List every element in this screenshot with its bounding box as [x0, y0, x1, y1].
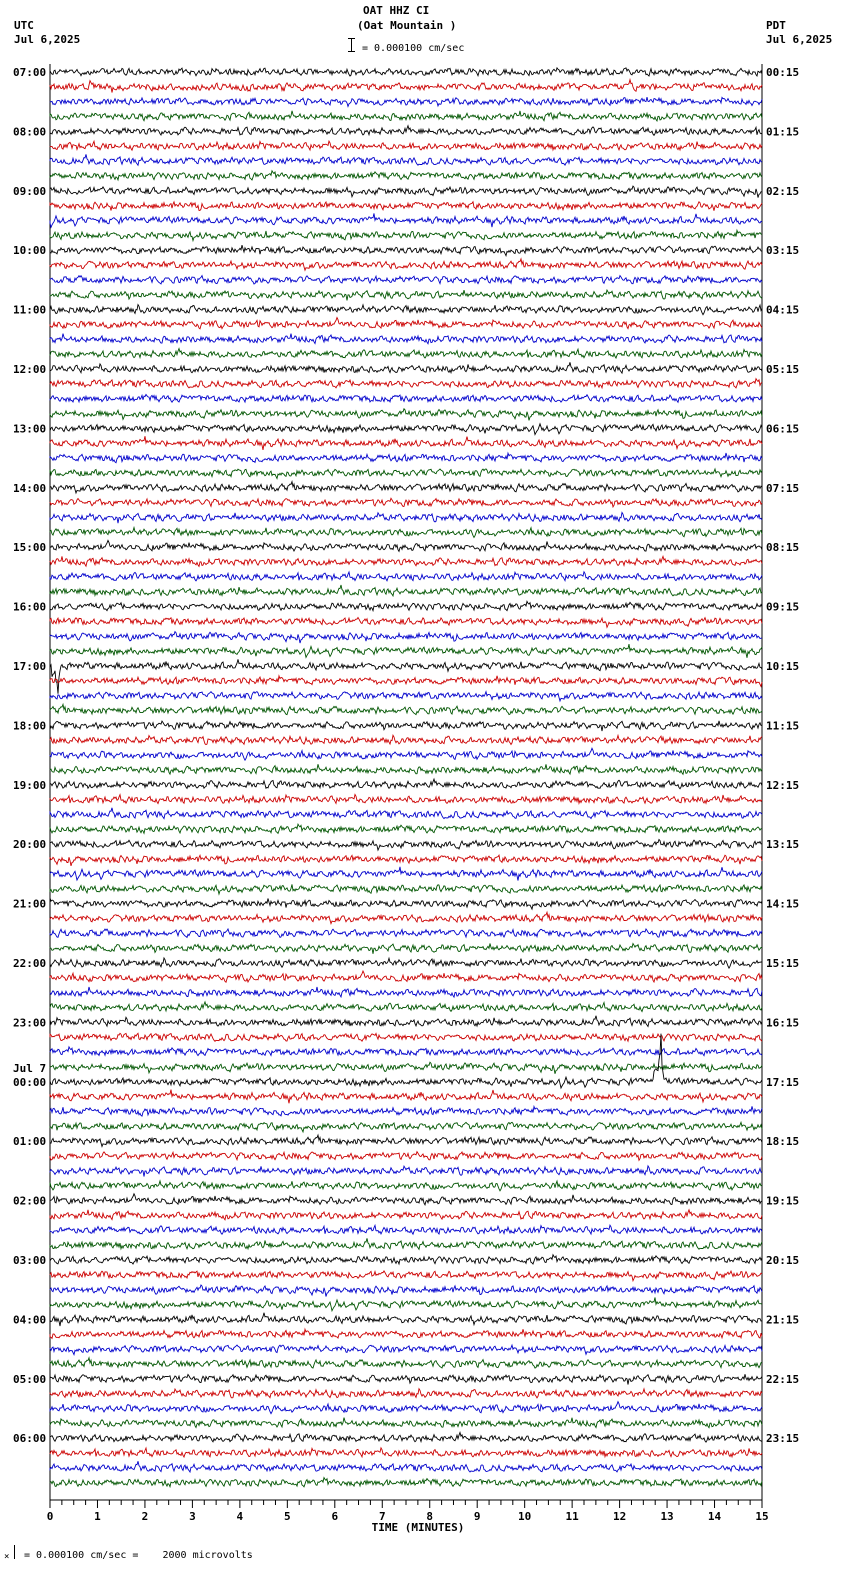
x-tick-label: 7 [378, 1510, 386, 1523]
seismic-trace [50, 1016, 762, 1027]
x-tick-label: 13 [660, 1510, 674, 1523]
utc-hour-label: 21:00 [13, 897, 47, 911]
seismic-trace [50, 1345, 762, 1355]
seismic-trace [50, 1033, 762, 1041]
seismic-trace [50, 1358, 762, 1368]
seismic-trace [50, 171, 762, 180]
utc-hour-label: 20:00 [13, 838, 47, 852]
pdt-hour-label: 04:15 [766, 303, 800, 317]
pdt-hour-label: 18:15 [766, 1135, 800, 1149]
pdt-hour-label: 14:15 [766, 897, 800, 911]
x-tick-label: 6 [331, 1510, 339, 1523]
x-axis-title: TIME (MINUTES) [371, 1521, 465, 1534]
seismic-trace [50, 97, 762, 106]
pdt-hour-label: 16:15 [766, 1016, 800, 1030]
x-tick-label: 11 [565, 1510, 579, 1523]
pdt-hour-label: 12:15 [766, 778, 800, 792]
seismic-trace [50, 1285, 762, 1297]
seismic-trace [50, 1329, 762, 1338]
seismic-trace [50, 513, 762, 524]
seismic-trace [50, 245, 762, 256]
seismic-trace [50, 795, 762, 804]
x-tick-label: 9 [473, 1510, 481, 1523]
utc-hour-label: 05:00 [13, 1372, 47, 1386]
footer-scale-label: = 0.000100 cm/sec = 2000 microvolts [24, 1550, 253, 1561]
seismic-trace [50, 644, 762, 658]
seismic-trace [50, 1478, 762, 1487]
utc-hour-label: 01:00 [13, 1135, 47, 1149]
date-change-label: Jul 7 [13, 1061, 47, 1075]
x-tick-label: 10 [518, 1510, 532, 1523]
seismic-trace [50, 395, 762, 403]
seismic-trace [50, 1298, 762, 1311]
seismic-trace [50, 748, 762, 760]
seismic-trace [50, 1062, 762, 1074]
seismic-trace [50, 808, 762, 819]
pdt-date-label: Jul 6,2025 [766, 33, 833, 46]
utc-hour-label: 03:00 [13, 1254, 47, 1267]
seismic-trace [50, 721, 762, 731]
seismic-trace [50, 259, 762, 270]
utc-hour-label: 00:00 [13, 1075, 47, 1089]
seismic-trace [50, 1418, 762, 1428]
x-tick-label: 3 [189, 1510, 196, 1523]
seismic-trace [50, 1034, 762, 1088]
utc-hour-label: 18:00 [13, 719, 47, 733]
seismic-trace [50, 318, 762, 329]
station-title: OAT HHZ CI [363, 4, 430, 17]
utc-hour-label: 11:00 [13, 303, 47, 317]
pdt-hour-label: 19:15 [766, 1194, 800, 1208]
utc-hour-label: 12:00 [13, 363, 47, 376]
pdt-hour-label: 03:15 [766, 244, 800, 258]
seismic-trace [50, 1374, 762, 1384]
utc-hour-label: 17:00 [13, 660, 47, 673]
utc-hour-label: 04:00 [13, 1313, 47, 1327]
x-tick-label: 0 [46, 1510, 54, 1523]
seismic-trace [50, 1271, 762, 1281]
utc-tz-label: UTC [14, 19, 34, 32]
pdt-hour-label: 11:15 [766, 719, 800, 733]
footer-scale-bar-icon [14, 1545, 15, 1559]
seismic-trace [50, 202, 762, 211]
seismic-trace [50, 1225, 762, 1234]
seismic-trace [50, 764, 762, 774]
seismic-trace [50, 1448, 762, 1457]
seismic-trace [50, 528, 762, 538]
utc-hour-label: 23:00 [13, 1016, 47, 1030]
seismic-trace [50, 436, 762, 450]
utc-hour-label: 06:00 [13, 1432, 47, 1446]
pdt-hour-label: 05:15 [766, 363, 800, 376]
seismic-trace [50, 958, 762, 968]
pdt-hour-label: 15:15 [766, 957, 800, 970]
seismic-trace [50, 632, 762, 644]
seismic-trace [50, 987, 762, 997]
x-tick-label: 1 [94, 1510, 101, 1523]
pdt-hour-label: 17:15 [766, 1075, 800, 1089]
seismic-trace [50, 912, 762, 923]
seismic-trace [50, 362, 762, 373]
seismic-trace [50, 305, 762, 315]
x-tick-label: 2 [141, 1510, 149, 1523]
seismic-trace [50, 379, 762, 388]
seismic-trace [50, 1389, 762, 1398]
x-tick-label: 14 [707, 1510, 722, 1523]
seismic-trace [50, 659, 762, 693]
seismic-trace [50, 469, 762, 479]
seismic-trace [50, 1402, 762, 1414]
seismic-trace [50, 1238, 762, 1249]
seismic-trace [50, 1106, 762, 1116]
seismic-trace [50, 1181, 762, 1191]
seismic-trace [50, 884, 762, 894]
seismic-trace [50, 111, 762, 121]
pdt-hour-label: 02:15 [766, 184, 800, 198]
seismic-trace [50, 1166, 762, 1177]
seismic-trace [50, 540, 762, 551]
seismic-trace [50, 290, 762, 300]
pdt-hour-label: 01:15 [766, 125, 800, 139]
seismic-trace [50, 482, 762, 493]
seismic-trace [50, 1090, 762, 1104]
seismic-trace [50, 1194, 762, 1205]
seismic-trace [50, 141, 762, 150]
seismic-trace [50, 944, 762, 954]
seismic-trace [50, 349, 762, 359]
seismic-trace [50, 80, 762, 93]
pdt-hour-label: 09:15 [766, 600, 800, 614]
seismic-trace [50, 1313, 762, 1326]
seismic-trace [50, 1002, 762, 1012]
x-tick-label: 4 [236, 1510, 244, 1523]
x-tick-label: 8 [426, 1510, 434, 1523]
seismic-trace [50, 409, 762, 421]
pdt-hour-label: 08:15 [766, 541, 800, 555]
seismic-trace [50, 126, 762, 136]
pdt-hour-label: 21:15 [766, 1313, 800, 1327]
seismic-trace [50, 867, 762, 881]
x-tick-label: 12 [612, 1510, 627, 1523]
seismic-trace [50, 735, 762, 744]
seismic-trace [50, 1255, 762, 1264]
seismic-trace [50, 824, 762, 833]
pdt-hour-label: 00:15 [766, 66, 800, 79]
x-tick-label: 15 [755, 1510, 769, 1523]
seismic-trace [50, 971, 762, 982]
location-title: (Oat Mountain ) [357, 19, 457, 32]
seismic-trace [50, 898, 762, 909]
pdt-hour-label: 13:15 [766, 838, 800, 852]
seismic-trace [50, 276, 762, 284]
utc-hour-label: 02:00 [13, 1194, 47, 1208]
utc-hour-label: 07:00 [13, 66, 47, 79]
seismic-trace [50, 572, 762, 581]
seismic-trace [50, 704, 762, 714]
scale-label: = 0.000100 cm/sec [362, 43, 465, 54]
pdt-hour-label: 10:15 [766, 660, 800, 673]
pdt-hour-label: 07:15 [766, 481, 800, 495]
seismic-trace [50, 585, 762, 596]
pdt-hour-label: 20:15 [766, 1254, 800, 1267]
seismic-trace [50, 213, 762, 227]
pdt-tz-label: PDT [766, 19, 786, 32]
pdt-hour-label: 22:15 [766, 1372, 800, 1386]
seismic-trace [50, 68, 762, 76]
seismic-trace [50, 334, 762, 344]
seismic-trace [50, 1152, 762, 1161]
utc-hour-label: 13:00 [13, 422, 47, 436]
seismic-trace [50, 1047, 762, 1056]
utc-hour-label: 16:00 [13, 600, 47, 614]
utc-hour-label: 08:00 [13, 125, 47, 139]
x-tick-label: 5 [284, 1510, 291, 1523]
seismic-trace [50, 1122, 762, 1132]
seismic-trace [50, 1461, 762, 1472]
utc-hour-label: 09:00 [13, 184, 47, 198]
seismic-trace [50, 779, 762, 789]
seismic-trace [50, 453, 762, 463]
seismic-trace [50, 154, 762, 165]
utc-hour-label: 10:00 [13, 244, 47, 258]
seismic-trace [50, 1135, 762, 1146]
utc-hour-label: 15:00 [13, 541, 47, 555]
seismic-trace [50, 424, 762, 435]
seismic-trace [50, 1210, 762, 1220]
utc-hour-label: 14:00 [13, 481, 47, 495]
seismic-trace [50, 929, 762, 937]
seismic-trace [50, 676, 762, 687]
seismic-trace [50, 230, 762, 240]
seismic-trace [50, 840, 762, 851]
seismic-trace [50, 556, 762, 566]
utc-hour-label: 22:00 [13, 957, 47, 970]
pdt-hour-label: 23:15 [766, 1432, 800, 1446]
footer-mark: × [4, 1552, 10, 1562]
seismic-trace [50, 1433, 762, 1443]
pdt-hour-label: 06:15 [766, 422, 800, 436]
seismic-trace [50, 186, 762, 198]
seismic-trace [50, 855, 762, 866]
seismic-trace [50, 692, 762, 701]
utc-hour-label: 19:00 [13, 778, 47, 792]
utc-date-label: Jul 6,2025 [14, 33, 81, 46]
seismic-trace [50, 618, 762, 628]
seismic-trace [50, 601, 762, 610]
seismic-trace [50, 498, 762, 507]
